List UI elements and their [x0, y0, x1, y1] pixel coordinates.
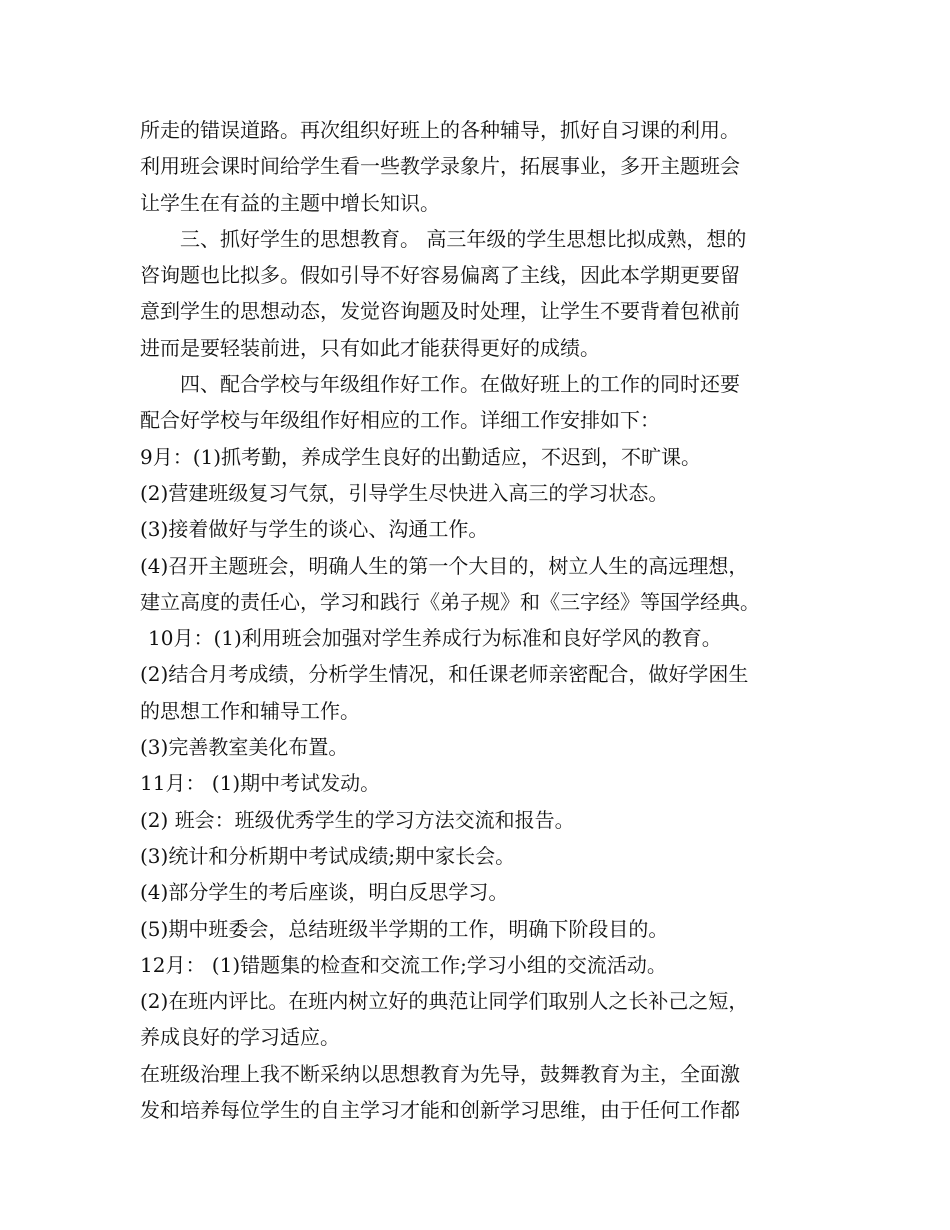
text-line: 利用班会课时间给学生看一些教学录象片，拓展事业，多开主题班会	[140, 154, 740, 179]
document-body	[140, 112, 840, 1128]
text-line: 四、配合学校与年级组作好工作。在做好班上的工作的同时还要	[180, 372, 740, 397]
text-line: 咨询题也比拟多。假如引导不好容易偏离了主线，因此本学期更要留	[140, 263, 740, 288]
text-line: (5)期中班委会，总结班级半学期的工作，明确下阶段目的。	[140, 916, 669, 941]
text-line: 发和培养每位学生的自主学习才能和创新学习思维，由于任何工作都	[140, 1098, 740, 1123]
text-line: 的思想工作和辅导工作。	[140, 698, 360, 723]
text-line: 养成良好的学习适应。	[140, 1025, 340, 1050]
text-line: (3)接着做好与学生的谈心、沟通工作。	[140, 517, 489, 542]
text-line: 进而是要轻装前进，只有如此才能获得更好的成绩。	[140, 335, 600, 360]
text-line: 所走的错误道路。再次组织好班上的各种辅导，抓好自习课的利用。	[140, 118, 740, 142]
text-line: (2) 班会：班级优秀学生的学习方法交流和报告。	[140, 807, 575, 832]
text-line: (4)部分学生的考后座谈，明白反思学习。	[140, 880, 509, 905]
text-line: (2)在班内评比。在班内树立好的典范让同学们取别人之长补己之短，	[140, 989, 749, 1014]
text-line: (3)统计和分析期中考试成绩;期中家长会。	[140, 843, 516, 868]
text-line: 配合好学校与年级组作好相应的工作。详细工作安排如下：	[140, 408, 660, 433]
text-line: 三、抓好学生的思想教育。 高三年级的学生思想比拟成熟，想的	[180, 226, 747, 251]
text-line: 11月： (1)期中考试发动。	[140, 771, 381, 796]
text-line: (4)召开主题班会，明确人生的第一个大目的，树立人生的高远理想，	[140, 553, 749, 578]
text-line: (2)结合月考成绩，分析学生情况，和任课老师亲密配合，做好学困生	[140, 662, 749, 687]
text-line: 在班级治理上我不断采纳以思想教育为先导，鼓舞教育为主，全面激	[140, 1061, 740, 1086]
text-line: (2)营建班级复习气氛，引导学生尽快进入高三的学习状态。	[140, 480, 669, 505]
text-line: (3)完善教室美化布置。	[140, 735, 349, 760]
text-line: 意到学生的思想动态，发觉咨询题及时处理，让学生不要背着包袱前	[140, 299, 740, 324]
text-line: 10月：(1)利用班会加强对学生养成行为标准和良好学风的教育。	[148, 626, 722, 651]
text-line: 12月： (1)错题集的检查和交流工作;学习小组的交流活动。	[140, 952, 667, 977]
text-line: 让学生在有益的主题中增长知识。	[140, 190, 440, 215]
text-line: 9月：(1)抓考勤，养成学生良好的出勤适应，不迟到，不旷课。	[140, 444, 702, 469]
text-line: 建立高度的责任心，学习和践行《弟子规》和《三字经》等国学经典。	[140, 589, 760, 614]
